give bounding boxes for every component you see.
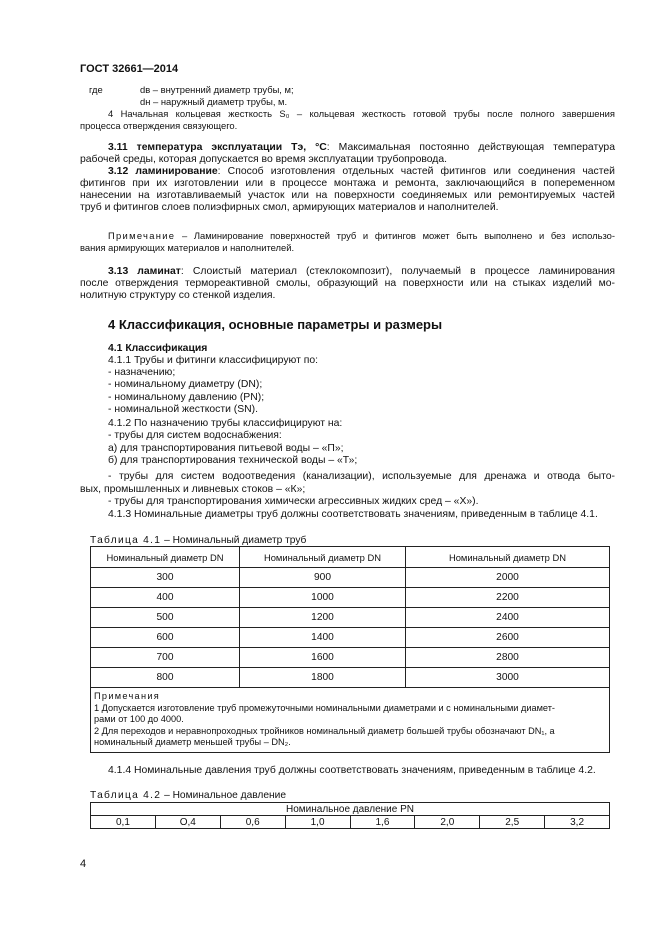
table-cell: 900 (240, 568, 406, 588)
list-item: б) для транспортирования технической воды – «Т»; (108, 455, 358, 466)
section-3-12-line-1 (108, 166, 615, 178)
table-note-2-line-1: 2 Для переходов и неравнопроходных тройников номинальный диаметр большей трубы обозначают DN₁, а (94, 725, 555, 736)
table-row (91, 568, 610, 588)
table-notes-cell (91, 688, 610, 753)
table-cell: 1400 (240, 628, 406, 648)
section-3-13-line-1 (108, 266, 615, 278)
table-cell: 2000 (406, 568, 610, 588)
table-notes-row (91, 688, 610, 753)
table-4-2-caption-text: – Номинальное давление (161, 790, 287, 801)
table-header-cell: Номинальный диаметр DN (406, 547, 610, 568)
note-4-line-1: 4 Начальная кольцевая жесткость S₀ – кольцевая жесткость готовой трубы после полного завершения (108, 108, 615, 119)
list-item: - номинальному давлению (PN); (108, 392, 265, 403)
table-4-1-caption (90, 535, 306, 546)
lamination-note-line-1 (108, 230, 615, 242)
section-3-12-line-2: фитингов при их изготовлении или в процессе монтажа и ремонта, заключающийся в попеременном (80, 178, 615, 189)
table-row (91, 816, 610, 829)
list-item: - номинальной жесткости (SN). (108, 404, 259, 415)
section-3-11-line-2: рабочей среды, которая допускается во время эксплуатации трубопровода. (80, 154, 448, 165)
table-cell: 2,0 (415, 816, 480, 829)
section-3-12-def: : Способ изготовления отдельных частей фитингов или соединения частей (217, 166, 615, 177)
page-number: 4 (80, 858, 87, 870)
table-header-row (91, 547, 610, 568)
table-header-cell: Номинальное давление PN (91, 803, 610, 816)
list-item: - трубы для систем водоснабжения: (108, 430, 282, 441)
table-cell: 1800 (240, 668, 406, 688)
table-4-1-caption-label: Таблица 4.1 (90, 535, 162, 546)
section-3-11-line-1 (108, 142, 615, 154)
list-item: - трубы для систем водоотведения (канализации), используемые для дренажа и отвода быто- (108, 471, 615, 482)
section-3-11-def: : Максимальная постоянно действующая температура (326, 142, 615, 153)
section-3-12-term: 3.12 ламинирование (108, 166, 218, 177)
section-4-1-title: 4.1 Классификация (108, 343, 208, 354)
table-cell: 300 (91, 568, 240, 588)
table-note-2-line-2: номинальный диаметр меньшей трубы – DN₂. (94, 737, 291, 747)
table-note-1-line-2: рами от 100 до 4000. (94, 714, 184, 724)
table-cell: О,4 (155, 816, 220, 829)
list-item: - номинальному диаметру (DN); (108, 379, 263, 390)
table-4-2-caption (90, 790, 286, 801)
table-row (91, 608, 610, 628)
table-4-2-caption-label: Таблица 4.2 (90, 790, 162, 801)
section-4-title: 4 Классификация, основные параметры и размеры (108, 317, 443, 332)
table-cell: 1600 (240, 648, 406, 668)
section-3-13-line-3: нолитную структуру со стенкой изделия. (80, 290, 276, 301)
table-row (91, 628, 610, 648)
section-3-13-term: 3.13 ламинат (108, 266, 181, 277)
lamination-note-line-2: вания армирующих материалов и наполнителей. (80, 242, 295, 253)
table-cell: 2400 (406, 608, 610, 628)
table-row (91, 648, 610, 668)
table-cell: 400 (91, 588, 240, 608)
list-item: - назначению; (108, 367, 176, 378)
table-header-cell: Номинальный диаметр DN (91, 547, 240, 568)
section-4-1-4: 4.1.4 Номинальные давления труб должны соответствовать значениям, приведенным в таблице 4.2. (108, 765, 596, 776)
table-row (91, 588, 610, 608)
table-cell: 700 (91, 648, 240, 668)
table-cell: 2,5 (480, 816, 545, 829)
note-4-line-2: процесса отверждения связующего. (80, 120, 238, 131)
table-cell: 800 (91, 668, 240, 688)
where-line-1: dв – внутренний диаметр трубы, м; (140, 84, 294, 95)
list-item-continued: вых, промышленных и ливневых стоков – «К»; (80, 484, 306, 495)
table-notes-label: Примечания (94, 691, 161, 701)
where-line-2: dн – наружный диаметр трубы, м. (140, 96, 288, 107)
section-4-1-3: 4.1.3 Номинальные диаметры труб должны соответствовать значениям, приведенным в таблице 4.1. (108, 509, 598, 520)
section-3-12-line-4: труб и фитингов слоев полиэфирных смол, армирующих материалов и наполнителей. (80, 202, 499, 213)
table-cell: 0,1 (91, 816, 156, 829)
list-item: - трубы для транспортирования химически агрессивных жидких сред – «Х»). (108, 496, 479, 507)
section-3-13-line-2: после отверждения термореактивной смолы, образующий на поверхности или на стыках изделий мо- (80, 278, 615, 289)
table-note-1-line-1: 1 Допускается изготовление труб промежуточными номинальными диаметрами и с номинальными диамет- (94, 702, 555, 713)
table-cell: 3,2 (545, 816, 610, 829)
table-4-1-caption-text: – Номинальный диаметр труб (161, 535, 307, 546)
table-cell: 600 (91, 628, 240, 648)
table-cell: 1,0 (285, 816, 350, 829)
table-cell: 2200 (406, 588, 610, 608)
where-label: где (89, 84, 103, 95)
document-header: ГОСТ 32661—2014 (80, 63, 179, 75)
section-4-1-1: 4.1.1 Трубы и фитинги классифицируют по: (108, 355, 319, 366)
table-4-2 (90, 802, 610, 829)
table-cell: 1000 (240, 588, 406, 608)
list-item: а) для транспортирования питьевой воды – «П»; (108, 443, 344, 454)
section-3-11-term: 3.11 температура эксплуатации Тэ, °С (108, 142, 327, 153)
table-4-1 (90, 546, 610, 753)
lamination-note-text: – Ламинирование поверхностей труб и фитингов может быть выполнено и без использо- (175, 230, 615, 241)
table-cell: 500 (91, 608, 240, 628)
section-3-13-def: : Слоистый материал (стеклокомпозит), получаемый в процессе ламинирования (180, 266, 616, 277)
section-3-12-line-3: нанесении на изготавливаемый участок или на поверхности соединяемых или ремонтируемых частей (80, 190, 615, 201)
lamination-note-label: Примечание (108, 230, 176, 241)
table-header-row (91, 803, 610, 816)
table-cell: 0,6 (220, 816, 285, 829)
section-4-1-2: 4.1.2 По назначению трубы классифицируют на: (108, 418, 343, 429)
table-header-cell: Номинальный диаметр DN (240, 547, 406, 568)
table-cell: 3000 (406, 668, 610, 688)
table-cell: 2600 (406, 628, 610, 648)
table-cell: 2800 (406, 648, 610, 668)
table-row (91, 668, 610, 688)
table-cell: 1,6 (350, 816, 415, 829)
table-cell: 1200 (240, 608, 406, 628)
